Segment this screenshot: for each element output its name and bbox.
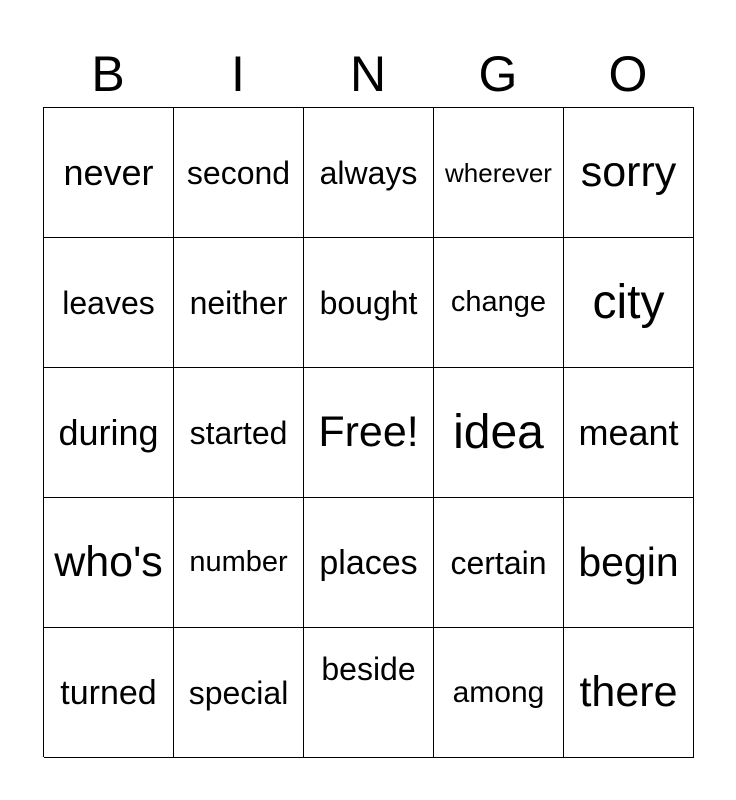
bingo-cell[interactable] [434, 238, 564, 368]
bingo-cell[interactable] [564, 108, 694, 238]
bingo-cell[interactable] [434, 628, 564, 758]
cell-word: among [452, 675, 545, 709]
cell-word: always [319, 154, 418, 191]
bingo-cell[interactable] [564, 238, 694, 368]
cell-word: beside [321, 650, 416, 687]
cell-word: never [63, 151, 154, 193]
cell-word: second [186, 154, 291, 191]
bingo-cell[interactable] [44, 628, 174, 758]
free-space-cell[interactable] [304, 368, 434, 498]
bingo-cell[interactable] [174, 628, 304, 758]
header-letter-o: O [608, 46, 648, 102]
cell-word: certain [450, 544, 547, 581]
bingo-cell[interactable] [564, 628, 694, 758]
bingo-cell[interactable] [174, 368, 304, 498]
cell-word: idea [453, 405, 544, 459]
bingo-header [43, 40, 693, 108]
bingo-cell[interactable] [564, 498, 694, 628]
bingo-cell[interactable] [174, 108, 304, 238]
bingo-cell[interactable] [434, 368, 564, 498]
cell-word: city [592, 275, 665, 329]
cell-word: sorry [580, 148, 677, 196]
cell-word: during [58, 411, 159, 453]
bingo-cell[interactable] [304, 628, 434, 758]
header-letter-i: I [231, 46, 245, 102]
bingo-cell[interactable] [304, 108, 434, 238]
bingo-cell[interactable] [304, 238, 434, 368]
cell-word: there [579, 668, 678, 716]
bingo-cell[interactable] [44, 368, 174, 498]
bingo-cell[interactable] [434, 498, 564, 628]
cell-word: who's [54, 538, 163, 586]
cell-word: change [450, 286, 547, 318]
header-letter-n: N [349, 46, 387, 102]
bingo-cell[interactable] [44, 238, 174, 368]
cell-word: turned [60, 673, 157, 712]
cell-word: special [188, 674, 289, 711]
header-letter-g: G [478, 46, 518, 102]
bingo-cell[interactable] [44, 108, 174, 238]
bingo-cell[interactable] [174, 498, 304, 628]
cell-word: bought [319, 284, 418, 321]
bingo-cell[interactable] [434, 108, 564, 238]
bingo-cell[interactable] [44, 498, 174, 628]
bingo-cell[interactable] [174, 238, 304, 368]
bingo-cell[interactable] [304, 498, 434, 628]
cell-word: begin [578, 539, 679, 585]
cell-word: neither [189, 284, 288, 321]
bingo-cell[interactable] [564, 368, 694, 498]
cell-word: leaves [62, 284, 155, 321]
cell-word: meant [578, 411, 679, 453]
cell-word: wherever [445, 157, 552, 188]
cell-word: places [319, 543, 418, 582]
bingo-board [43, 107, 694, 757]
cell-word: number [189, 546, 288, 578]
header-letter-b: B [91, 46, 125, 102]
cell-word: started [189, 414, 288, 451]
free-space-label: Free! [318, 408, 419, 456]
